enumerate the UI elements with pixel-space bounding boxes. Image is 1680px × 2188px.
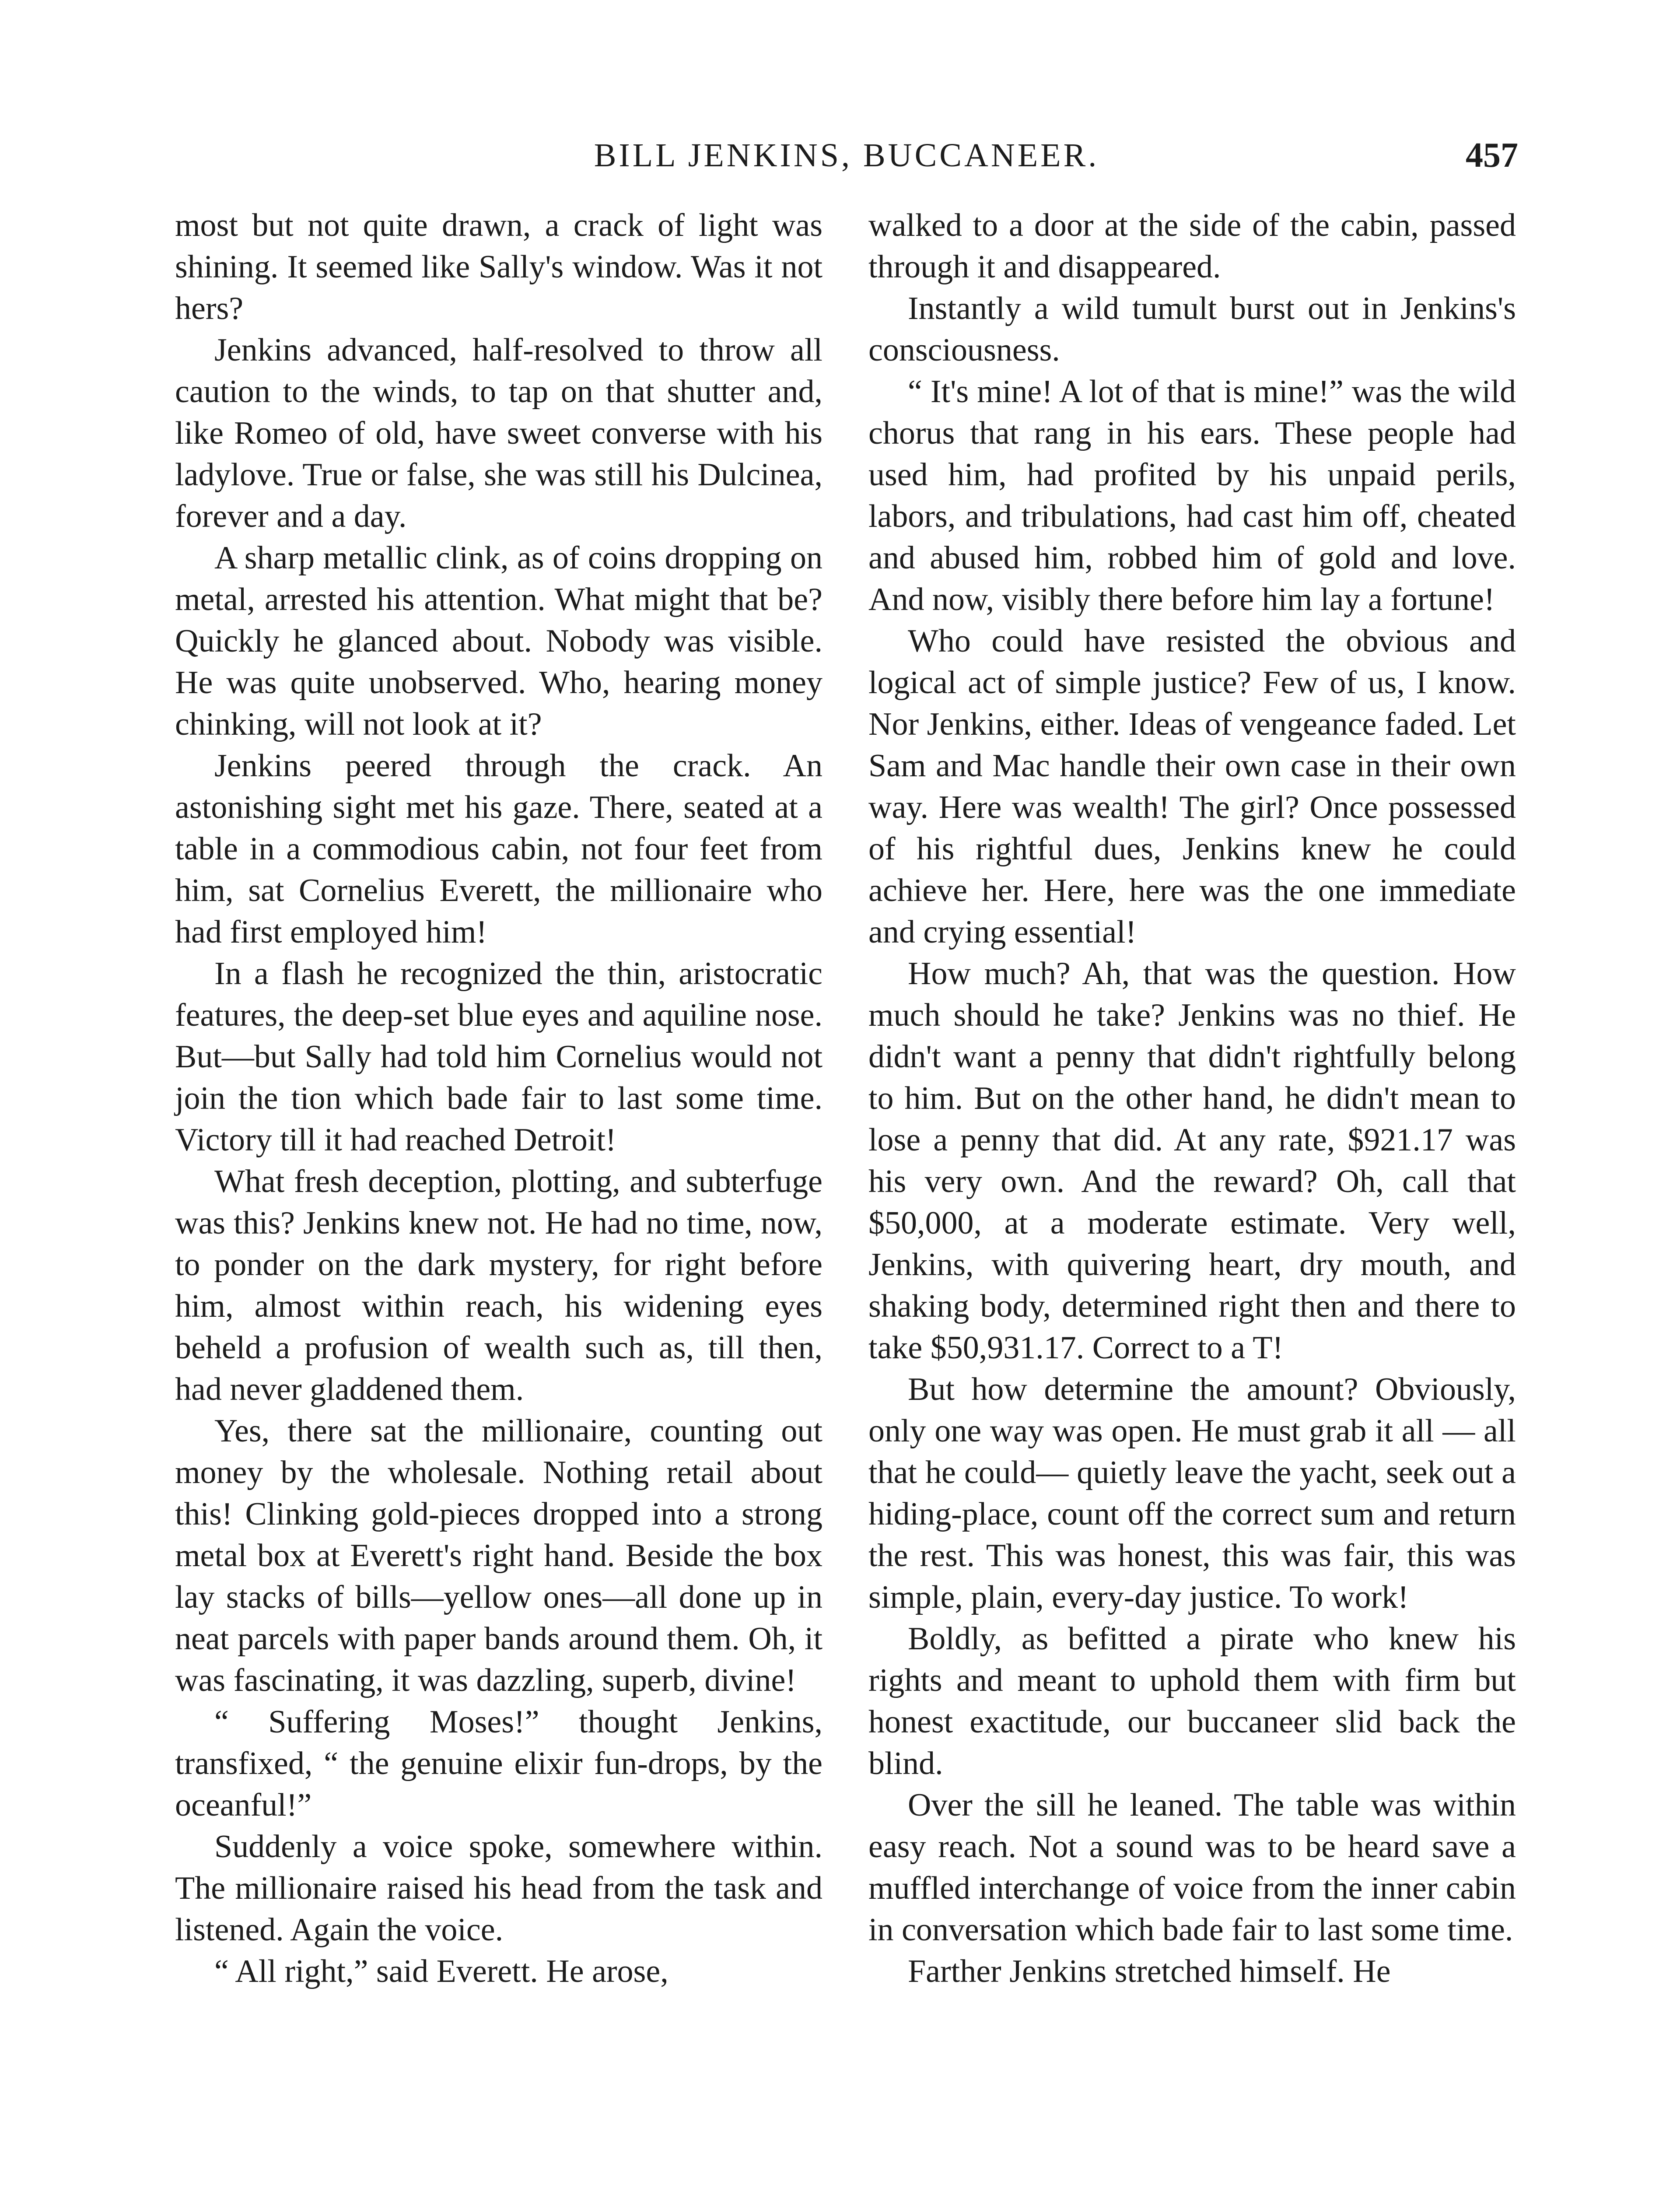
paragraph: How much? Ah, that was the question. How much should he take? Jenkins was no thief. He didn't want a penny that didn't rightfully belong to him. But on the other hand, he didn't mean to lose a penny that did. At any rate, $921.17 was his very own. And the reward? Oh, call that $50,000, at a moderate estimate. Very well, Jenkins, with quivering heart, dry mouth, and shaking body, determined right then and there to take $50,931.17. Correct to a T!: [868, 956, 1516, 1366]
right-column: [868, 205, 1516, 1992]
paragraph: “ It's mine! A lot of that is mine!” was the wild chorus that rang in his ears. These people had used him, had profited by his unpaid perils, labors, and tribulations, had cast him off, cheated and abused him, robbed him of gold and love. And now, visibly there before him lay a fortune!: [868, 374, 1516, 617]
running-title: BILL JENKINS, BUCCANEER.: [594, 137, 1099, 174]
paragraph: Yes, there sat the millionaire, counting out money by the wholesale. Nothing retail about this! Clinking gold-pieces dropped into a strong metal box at Everett's right hand. Beside the box lay stacks of bills—yellow ones—all done up in neat parcels with paper bands around them. Oh, it was fascinating, it was dazzling, superb, divine!: [175, 1413, 822, 1698]
paragraph: What fresh deception, plotting, and subterfuge was this? Jenkins knew not. He had no time, now, to ponder on the dark mystery, for right before him, almost within reach, his widening eyes beheld a profusion of wealth such as, till then, had never gladdened them.: [175, 1164, 822, 1407]
paragraph: Jenkins advanced, half-resolved to throw all caution to the winds, to tap on that shutter and, like Romeo of old, have sweet converse with his ladylove. True or false, she was still his Dulcinea, forever and a day.: [175, 332, 822, 534]
paragraph: walked to a door at the side of the cabin, passed through it and disappeared.: [868, 207, 1516, 285]
paragraph: Boldly, as befitted a pirate who knew his rights and meant to uphold them with firm but honest exactitude, our buccaneer slid back the blind.: [868, 1621, 1516, 1781]
page-number: 457: [1466, 136, 1518, 175]
paragraph: “ All right,” said Everett. He arose,: [214, 1953, 668, 1989]
paragraph: “ Suffering Moses!” thought Jenkins, transfixed, “ the genuine elixir fun-drops, by the oceanful!”: [175, 1704, 822, 1823]
paragraph: Instantly a wild tumult burst out in Jenkins's consciousness.: [868, 291, 1516, 368]
left-column: [175, 205, 822, 1992]
paragraph: Farther Jenkins stretched himself. He: [908, 1953, 1391, 1989]
paragraph: Jenkins peered through the crack. An astonishing sight met his gaze. There, seated at a table in a commodious cabin, not four feet from him, sat Cornelius Everett, the millionaire who had first employed him!: [175, 748, 822, 950]
paragraph: Over the sill he leaned. The table was within easy reach. Not a sound was to be heard save a muffled interchange of voice from the inner cabin in conversation which bade fair to last some time.: [868, 1787, 1516, 1948]
paragraph: In a flash he recognized the thin, aristocratic features, the deep-set blue eyes and aquiline nose. But—but Sally had told him Cornelius would not join the tion which bade fair to last some time. Victory till it had reached Detroit!: [175, 956, 822, 1158]
paragraph: But how determine the amount? Obviously, only one way was open. He must grab it all — all that he could— quietly leave the yacht, seek out a hiding-place, count off the correct sum and return the rest. This was honest, this was fair, this was simple, plain, every-day justice. To work!: [868, 1371, 1516, 1615]
paragraph: Who could have resisted the obvious and logical act of simple justice? Few of us, I know. Nor Jenkins, either. Ideas of vengeance faded. Let Sam and Mac handle their own case in their own way. Here was wealth! The girl? Once possessed of his rightful dues, Jenkins knew he could achieve her. Here, here was the one immediate and crying essential!: [868, 623, 1516, 950]
paragraph: most but not quite drawn, a crack of light was shining. It seemed like Sally's window. Was it not hers?: [175, 207, 822, 326]
running-head: [175, 131, 1518, 179]
paragraph: Suddenly a voice spoke, somewhere within. The millionaire raised his head from the task and listened. Again the voice.: [175, 1829, 822, 1948]
paragraph: A sharp metallic clink, as of coins dropping on metal, arrested his attention. What might that be? Quickly he glanced about. Nobody was visible. He was quite unobserved. Who, hearing money chinking, will not look at it?: [175, 540, 822, 742]
